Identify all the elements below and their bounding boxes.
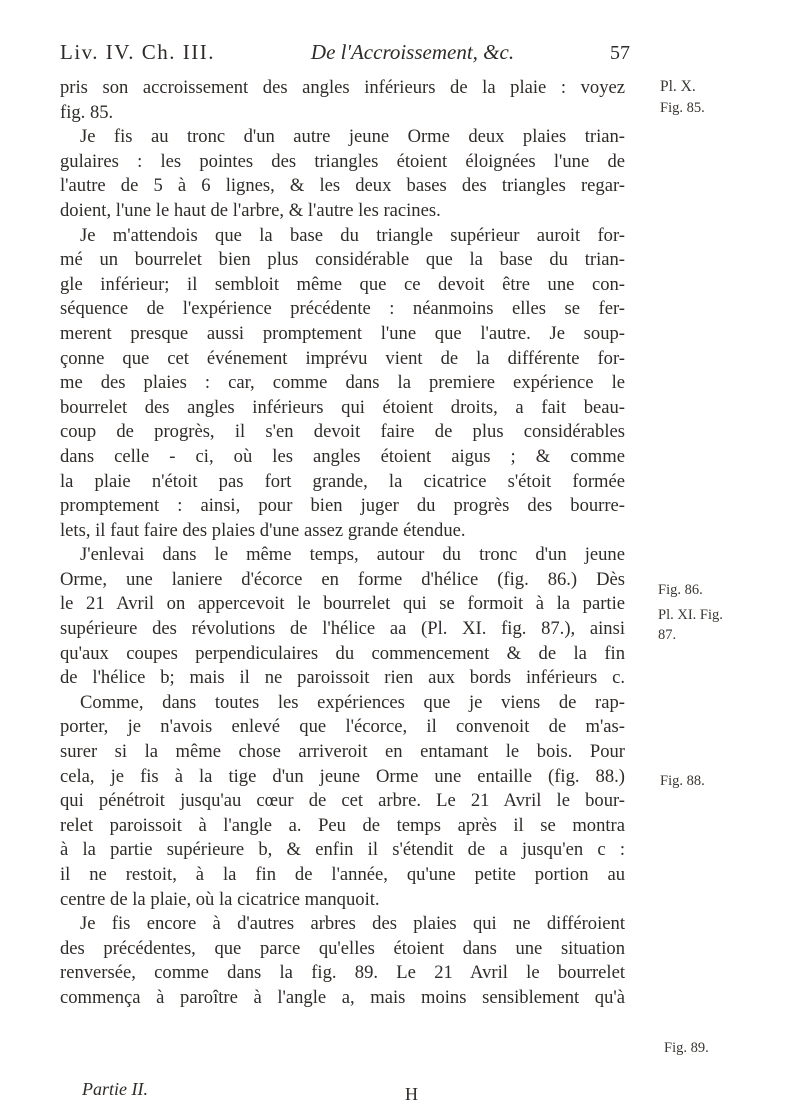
text-line: supérieure des révolutions de l'hélice aa (Pl. XI. fig. 87.), ainsi xyxy=(60,618,625,640)
margin-note-fig-87: 87. xyxy=(658,627,677,643)
text-line: de l'hélice b; mais il ne paroissoit rien aux bords inférieurs c. xyxy=(60,667,625,689)
text-line: merent presque aussi promptement l'une que l'autre. Je soup- xyxy=(60,322,625,344)
part-label: Partie II. xyxy=(82,1079,148,1099)
text-line: le 21 Avril on appercevoit le bourrelet qui se formoit à la partie xyxy=(60,593,625,615)
text-line: l'autre de 5 à 6 lignes, & les deux bases des triangles regar- xyxy=(60,175,625,197)
text-line: lets, il faut faire des plaies d'une assez grande étendue. xyxy=(60,519,466,541)
text-line: gulaires : les pointes des triangles étoient éloignées l'une de xyxy=(60,150,625,172)
text-line: promptement : ainsi, pour bien juger du progrès des bourre- xyxy=(60,495,625,517)
text-line: coup de progrès, il s'en devoit faire de plus considérables xyxy=(60,421,625,443)
text-line: Je fis au tronc d'un autre jeune Orme deux plaies trian- xyxy=(80,126,625,148)
text-line: Je m'attendois que la base du triangle supérieur auroit for- xyxy=(80,224,625,246)
text-line: commença à paroître à l'angle a, mais moins sensiblement qu'à xyxy=(60,986,625,1008)
text-line: surer si la même chose arriveroit en entamant le bois. Pour xyxy=(60,741,625,763)
margin-note-fig-89: Fig. 89. xyxy=(664,1040,709,1056)
text-line: à la partie supérieure b, & enfin il s'étendit de a jusqu'en c : xyxy=(60,839,625,861)
text-line: Comme, dans toutes les expériences que je viens de rap- xyxy=(80,691,625,713)
margin-note-fig-88: Fig. 88. xyxy=(660,773,705,789)
running-header xyxy=(60,40,630,65)
text-line: qui pénétroit jusqu'au cœur de cet arbre. Le 21 Avril le bour- xyxy=(60,790,625,812)
text-line: dans celle - ci, où les angles étoient aigus ; & comme xyxy=(60,445,625,467)
margin-note-fig-86: Fig. 86. xyxy=(658,582,703,598)
text-line: me des plaies : car, comme dans la premiere expérience le xyxy=(60,372,625,394)
body-text xyxy=(60,76,625,1011)
section-label: Liv. IV. Ch. III. xyxy=(60,40,215,64)
text-line: la plaie n'étoit pas fort grande, la cicatrice s'étoit formée xyxy=(60,470,625,492)
text-line: Orme, une laniere d'écorce en forme d'hélice (fig. 86.) Dès xyxy=(60,568,625,590)
text-line: gle inférieur; il sembloit même que ce devoit être une con- xyxy=(60,273,625,295)
text-line: doient, l'une le haut de l'arbre, & l'autre les racines. xyxy=(60,199,441,221)
margin-note-fig-85: Fig. 85. xyxy=(660,100,705,116)
text-line: porter, je n'avois enlevé que l'écorce, il convenoit de m'as- xyxy=(60,716,625,738)
chapter-title: De l'Accroissement, &c. xyxy=(310,40,515,64)
text-line: J'enlevai dans le même temps, autour du tronc d'un jeune xyxy=(80,544,625,566)
margin-note-plate-xi: Pl. XI. Fig. xyxy=(658,607,723,623)
margin-note-plate-x: Pl. X. xyxy=(660,78,696,95)
text-line: pris son accroissement des angles inférieurs de la plaie : voyez xyxy=(60,77,625,98)
page-number: 57 xyxy=(610,42,630,64)
text-line: bourrelet des angles inférieurs qui étoient droits, a fait beau- xyxy=(60,396,625,418)
text-line: qu'aux coupes perpendiculaires du commencement & de la fin xyxy=(60,642,625,664)
text-line: Je fis encore à d'autres arbres des plaies qui ne différoient xyxy=(80,913,625,935)
text-line: cela, je fis à la tige d'un jeune Orme une entaille (fig. 88.) xyxy=(60,765,625,787)
text-line: relet paroissoit à l'angle a. Peu de temps après il se montra xyxy=(60,814,625,836)
text-line: centre de la plaie, où la cicatrice manquoit. xyxy=(60,888,380,910)
text-line: çonne que cet événement imprévu vient de la différente for- xyxy=(60,347,625,369)
text-line: mé un bourrelet bien plus considérable que la base du trian- xyxy=(60,249,625,271)
signature-mark: H xyxy=(405,1084,418,1104)
text-line: des précédentes, que parce qu'elles étoient dans une situation xyxy=(60,937,625,959)
text-line: renversée, comme dans la fig. 89. Le 21 Avril le bourrelet xyxy=(60,962,625,984)
text-line: il ne restoit, à la fin de l'année, qu'une petite portion au xyxy=(60,864,625,885)
text-line: séquence de l'expérience précédente : néanmoins elles se fer- xyxy=(60,298,625,320)
text-line: fig. 85. xyxy=(60,101,114,123)
